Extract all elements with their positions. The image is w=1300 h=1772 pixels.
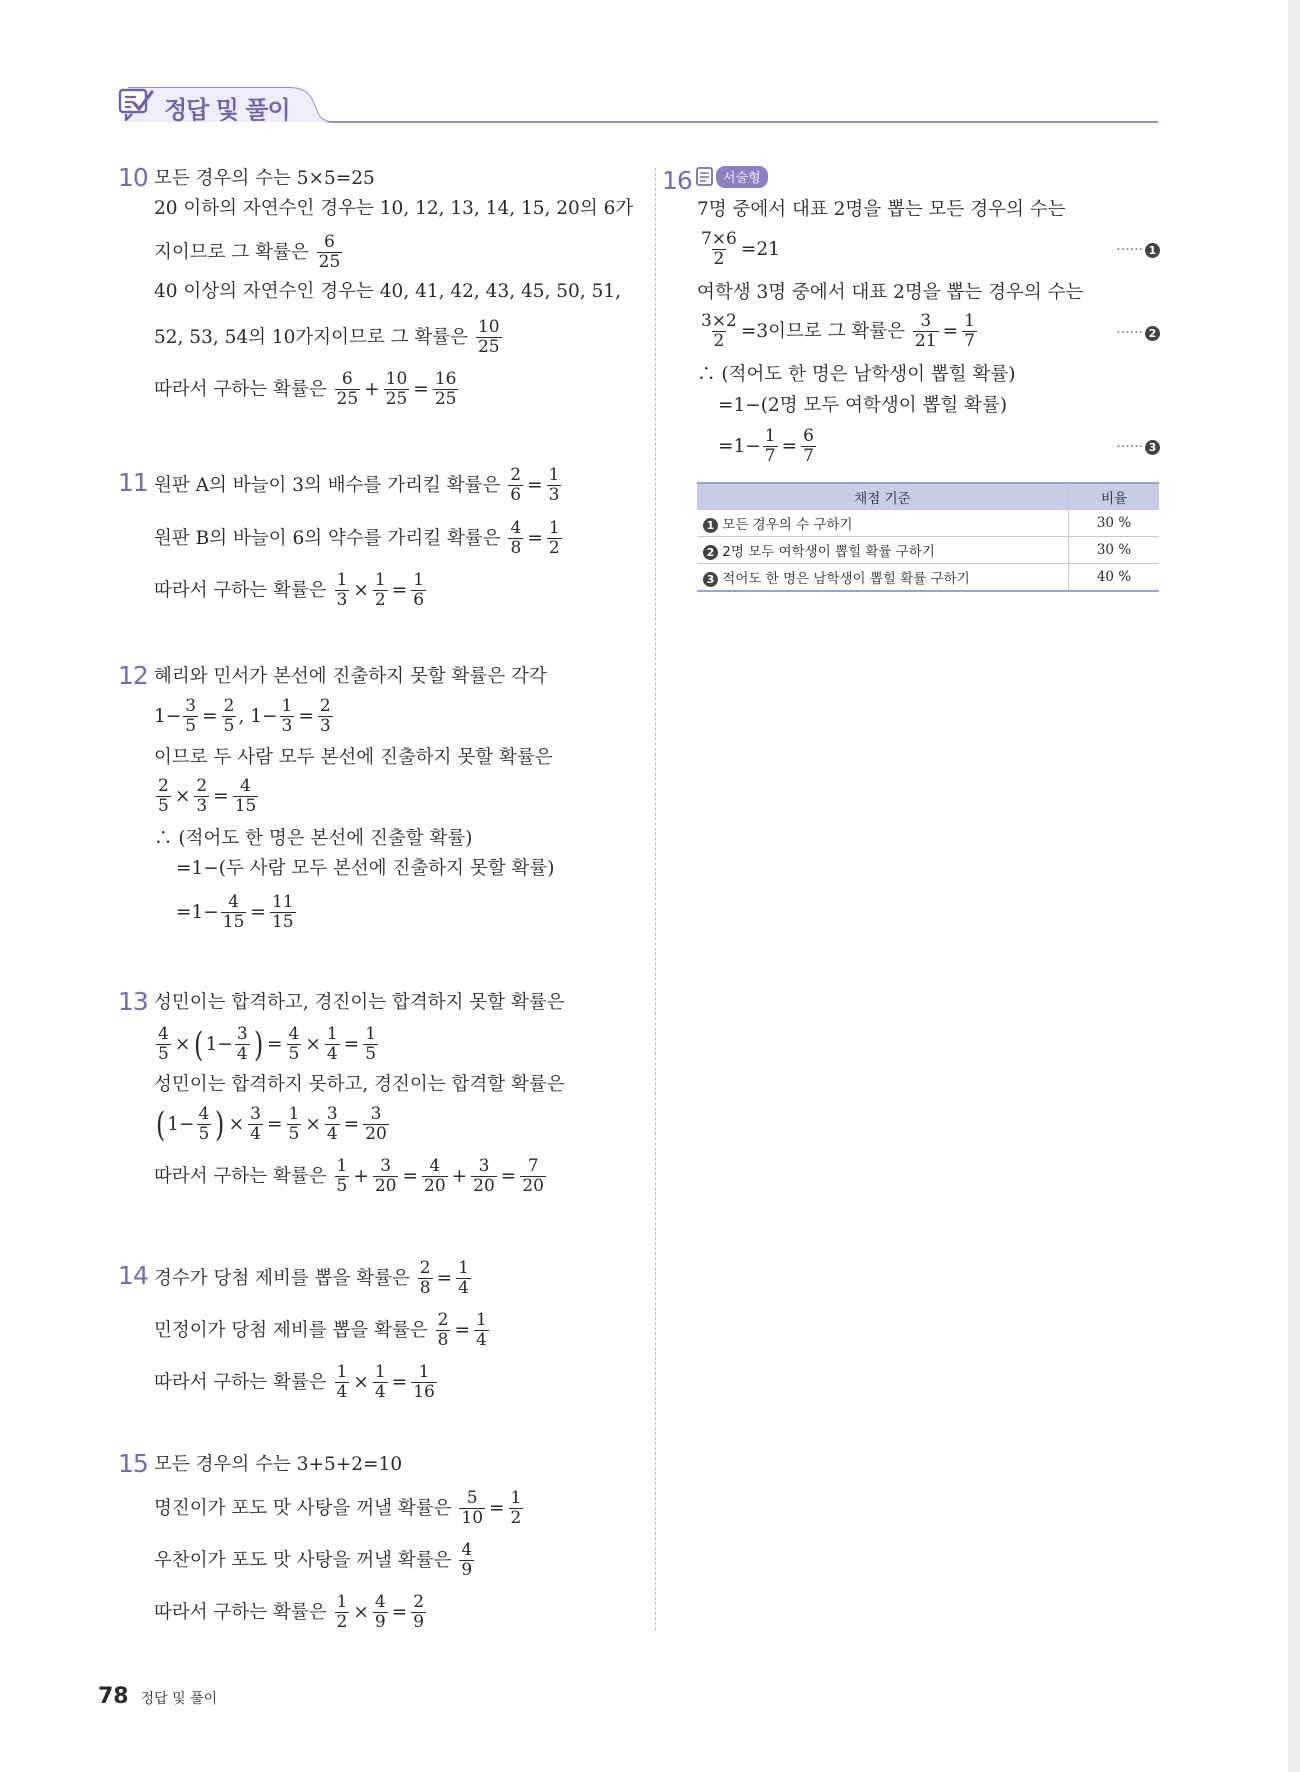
problem-number: 12 [118,661,148,690]
problem-14 [118,1258,638,1411]
text-line: 따라서 구하는 확률은 1 5 + $\frac{3}{20}$ = $\frac{4}{20}$ + $\frac{3}{20}$ = $\frac{7}{20}$ [154,1156,544,1196]
fraction: $\frac{1}{4}$ [374,1362,386,1402]
table-cell: 1 모든 경우의 수 구하기 [697,510,1069,537]
text-line: ∴ (적어도 한 명은 남학생이 뽑힐 확률) [697,364,1016,385]
problem-11 [118,465,638,618]
text-line: 민정이가 당첨 제비를 뽑을 확률은 $\frac{2}{8}$ = $\frac{1}{4}$ [154,1310,487,1350]
text-line: ∴ (적어도 한 명은 본선에 진출할 확률) [154,828,473,849]
page-header [118,84,1158,126]
problem-number: 13 [118,987,148,1016]
fraction: $\frac{1}{4}$ [475,1310,487,1350]
fraction: 10 25 [477,317,500,357]
text-line: $\frac{7\times 6}{2}$ =21 [701,229,780,269]
fraction: $\frac{1}{3}$ [336,570,348,610]
fraction: $\frac{1}{3}$ [548,465,560,505]
fraction: $\frac{3}{21}$ [914,311,937,351]
fraction: $\frac{2}{6}$ [510,465,522,505]
fraction: $\frac{16}{25}$ [434,369,457,409]
text-line: ( 1− $\frac{4}{5}$ ) × $\frac{3}{4}$ = $\frac{1}{5}$ × $\frac{3}{4}$ = $\frac{3}{20}$ [155,1104,387,1145]
page-title: 정답 및 풀이 [164,96,290,124]
table-cell: 30 % [1069,537,1160,564]
text-line: 7명 중에서 대표 2명을 뽑는 모든 경우의 수는 [697,199,1066,220]
fraction: $\frac{4}{8}$ [510,518,522,558]
text-line: 따라서 구하는 확률은 $\frac{1}{4}$ × $\frac{1}{4}$ = $\frac{1}{16}$ [154,1362,435,1402]
checklist-icon [118,86,154,122]
table-header-row [697,483,1159,510]
fraction: 1 5 [336,1156,348,1196]
problem-number: 16 [662,166,692,195]
text-line: 지이므로 그 확률은 6 25 [154,232,341,272]
step-marker-1: ······ 1 [1116,242,1160,258]
fraction: $\frac{1}{2}$ [374,570,386,610]
fraction: $\frac{1}{5}$ [288,1104,300,1144]
problem-10 [118,163,638,413]
table-cell: 30 % [1069,510,1160,537]
text-line: $\frac{3\times 2}{2}$ =3이므로 그 확률은 $\frac{3}{21}$ = $\frac{1}{7}$ [701,311,975,351]
text-line: 따라서 구하는 확률은 $\frac{1}{2}$ × $\frac{4}{9}$ = $\frac{2}{9}$ [154,1592,425,1632]
text-line: 따라서 구하는 확률은 $\frac{1}{3}$ × $\frac{1}{2}$ = $\frac{1}{6}$ [154,570,425,610]
fraction: $\frac{1}{16}$ [413,1362,435,1402]
fraction: $\frac{4}{20}$ [424,1156,446,1196]
text-line: 따라서 구하는 확률은 6 25 + $\frac{10}{25}$ = $\frac{16}{25}$ [154,369,457,409]
text-line: 우찬이가 포도 맛 사탕을 꺼낼 확률은 4 9 [154,1540,473,1580]
text-line: 20 이하의 자연수인 경우는 10, 12, 13, 14, 15, 20의 6가 [154,198,634,219]
fraction: $\frac{4}{5}$ [198,1104,210,1144]
fraction: 6 25 [318,232,341,272]
fraction: $\frac{3}{4}$ [250,1104,261,1144]
text-line: 명진이가 포도 맛 사탕을 꺼낼 확률은 $\frac{5}{10}$ = $\frac{1}{2}$ [154,1488,522,1528]
table-cell: 2 2명 모두 여학생이 뽑힐 확률 구하기 [697,537,1069,564]
table-header: 비율 [1069,483,1160,510]
problem-number: 14 [118,1261,148,1290]
fraction: $\frac{7\times 6}{2}$ [701,229,737,269]
fraction: 6 25 [336,369,359,409]
text-line: 원판 A의 바늘이 3의 배수를 가리킬 확률은 $\frac{2}{6}$ = $\frac{1}{3}$ [154,465,560,505]
problem-15 [118,1449,638,1639]
fraction: $\frac{11}{15}$ [271,892,294,932]
fraction: $\frac{3}{20}$ [473,1156,495,1196]
text-line: 원판 B의 바늘이 6의 약수를 가리킬 확률은 $\frac{4}{8}$ = $\frac{1}{2}$ [154,518,560,558]
fraction: $\frac{4}{15}$ [234,776,257,816]
fraction: $\frac{4}{5}$ [288,1024,300,1064]
page-number: 78 [98,1684,129,1709]
fraction: $\frac{1}{7}$ [964,311,975,351]
text-line: 40 이상의 자연수인 경우는 40, 41, 42, 43, 45, 50, 51, [154,281,622,302]
fraction: $\frac{4}{9}$ [374,1592,386,1632]
fraction: $\frac{2}{8}$ [419,1258,431,1298]
fraction: $\frac{2}{9}$ [413,1592,425,1632]
text-line: 1− $\frac{3}{5}$ = $\frac{2}{5}$ , 1− $\frac{1}{3}$ = $\frac{2}{3}$ [154,696,331,736]
scoring-table [697,482,1159,592]
problem-12 [118,661,638,941]
table-cell: 3 적어도 한 명은 남학생이 뽑힐 확률 구하기 [697,564,1069,592]
problem-number: 11 [118,468,148,497]
page-footer [98,1684,217,1709]
fraction: $\frac{3}{4}$ [326,1104,338,1144]
essay-badge [696,166,768,188]
text-line: =1−(두 사람 모두 본선에 진출하지 못할 확률) [176,858,555,879]
fraction: $\frac{1}{7}$ [764,426,776,466]
fraction: $\frac{2}{3}$ [196,776,208,816]
text-line: 52, 53, 54의 10가지이므로 그 확률은 10 25 [154,317,500,357]
text-line: 경수가 당첨 제비를 뽑을 확률은 $\frac{2}{8}$ = $\frac{1}{4}$ [154,1258,469,1298]
fraction: $\frac{7}{20}$ [522,1156,544,1196]
text-line: 여학생 3명 중에서 대표 2명을 뽑는 경우의 수는 [697,282,1084,303]
text-line: $\frac{4}{5}$ × ( 1− $\frac{3}{4}$ ) = $\frac{4}{5}$ × $\frac{1}{4}$ = $\frac{1}{5}$ [158,1024,377,1065]
text-line: 이므로 두 사람 모두 본선에 진출하지 못할 확률은 [154,747,553,768]
table-header: 채점 기준 [697,483,1069,510]
text-line: 모든 경우의 수는 5×5=25 [154,168,375,189]
fraction: $\frac{2}{8}$ [437,1310,449,1350]
fraction: $\frac{1}{4}$ [326,1024,338,1064]
column-divider [655,168,656,1630]
problem-number: 10 [118,163,148,192]
fraction: $\frac{4}{15}$ [222,892,245,932]
text-line: =1−(2명 모두 여학생이 뽑힐 확률) [718,395,1008,416]
fraction: $\frac{1}{4}$ [336,1362,348,1402]
fraction: $\frac{3}{20}$ [365,1104,387,1144]
fraction: $\frac{1}{3}$ [281,696,293,736]
fraction: $\frac{3}{20}$ [374,1156,397,1196]
problem-number: 15 [118,1449,148,1478]
fraction: 4 9 [461,1540,473,1580]
footer-title: 정답 및 풀이 [140,1691,218,1707]
fraction: $\frac{6}{7}$ [803,426,814,466]
fraction: $\frac{1}{4}$ [458,1258,469,1298]
table-row [697,537,1159,564]
text-line: =1− $\frac{4}{15}$ = $\frac{11}{15}$ [176,892,294,932]
problem-13 [118,987,638,1207]
text-line: 혜리와 민서가 본선에 진출하지 못할 확률은 각각 [154,666,547,687]
table-row [697,510,1159,537]
fraction: $\frac{3}{5}$ [185,696,197,736]
step-marker-3: ······ 3 [1116,439,1160,455]
fraction: $\frac{5}{10}$ [461,1488,484,1528]
problem-16 [662,166,1160,476]
fraction: $\frac{1}{6}$ [413,570,425,610]
text-line: 성민이는 합격하고, 경진이는 합격하지 못할 확률은 [154,992,565,1013]
fraction: $\frac{1}{2}$ [336,1592,348,1632]
table-row [697,564,1159,592]
text-line: 모든 경우의 수는 3+5+2=10 [154,1454,403,1475]
fraction: $\frac{4}{5}$ [158,1024,169,1064]
fraction: $\frac{2}{3}$ [319,696,331,736]
fraction: $\frac{10}{25}$ [385,369,408,409]
text-line: 성민이는 합격하지 못하고, 경진이는 합격할 확률은 [154,1074,565,1095]
text-line: =1− $\frac{1}{7}$ = $\frac{6}{7}$ [718,426,814,466]
fraction: $\frac{2}{5}$ [223,696,235,736]
fraction: $\frac{3\times 2}{2}$ [701,311,737,351]
step-marker-2: ······ 2 [1116,325,1160,341]
text-line: $\frac{2}{5}$ × $\frac{2}{3}$ = $\frac{4}{15}$ [158,776,257,816]
fraction: $\frac{1}{2}$ [548,518,560,558]
fraction: $\frac{1}{2}$ [510,1488,522,1528]
fraction: $\frac{2}{5}$ [158,776,169,816]
table-cell: 40 % [1069,564,1160,592]
page-edge-shadow [1288,0,1300,1772]
fraction: $\frac{1}{5}$ [365,1024,377,1064]
fraction: $\frac{3}{4}$ [236,1024,248,1064]
document-icon [696,167,714,187]
essay-badge-label: 서술형 [716,166,768,188]
